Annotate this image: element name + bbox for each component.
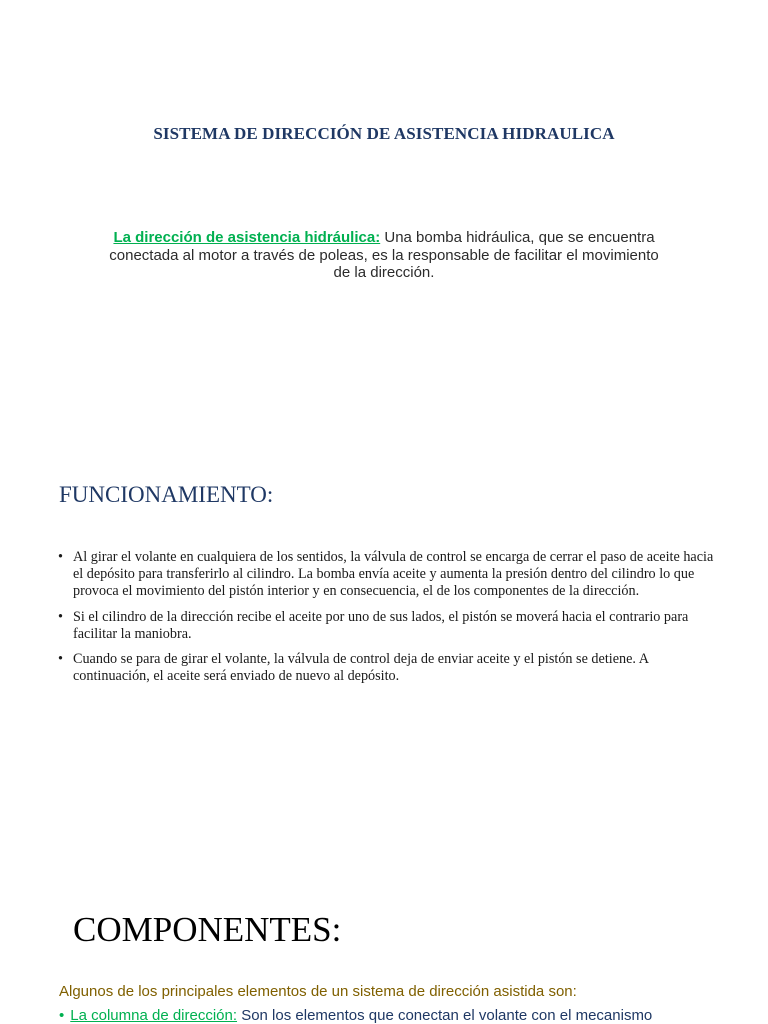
bullet-icon: • xyxy=(58,651,63,667)
document-title: SISTEMA DE DIRECCIÓN DE ASISTENCIA HIDRAULICA xyxy=(153,124,615,143)
list-item xyxy=(58,609,718,643)
list-item xyxy=(58,651,718,685)
intro-term: La dirección de asistencia hidráulica: xyxy=(113,229,381,246)
list-item-text: Al girar el volante en cualquiera de los sentidos, la válvula de control se encarga de cerrar el paso de aceite hacia el depósito para transferirlo al cilindro. La bomba envía aceite y aumenta la presión dentro del cilindro lo que provoca el movimiento del pistón interior y en consecuencia, el de los componentes de la dirección. xyxy=(73,549,714,599)
bullet-icon: • xyxy=(58,549,63,565)
component-term: La columna de dirección: xyxy=(70,1007,238,1024)
bullet-icon: • xyxy=(59,1007,65,1024)
component-text: Son los elementos que conectan el volante con el mecanismo xyxy=(237,1007,653,1024)
list-item-text: Si el cilindro de la dirección recibe el aceite por uno de sus lados, el pistón se moverá hacia el contrario para facilitar la maniobra. xyxy=(73,608,689,642)
bullet-icon: • xyxy=(58,608,63,625)
funcionamiento-heading: FUNCIONAMIENTO: xyxy=(59,482,274,507)
funcionamiento-list xyxy=(58,549,718,694)
component-item xyxy=(59,1007,759,1024)
componentes-heading: COMPONENTES: xyxy=(73,910,342,949)
list-item xyxy=(58,549,718,600)
intro-text: Una bomba hidráulica, que se encuentra conectada al motor a través de poleas, es la responsable de facilitar el movimiento de la dirección. xyxy=(109,229,659,281)
list-item-text: Cuando se para de girar el volante, la válvula de control deja de enviar aceite y el pistón se detiene. A continuación, el aceite será enviado de nuevo al depósito. xyxy=(73,651,649,684)
componentes-lead: Algunos de los principales elementos de un sistema de dirección asistida son: xyxy=(59,983,577,1000)
intro-paragraph xyxy=(100,229,668,282)
